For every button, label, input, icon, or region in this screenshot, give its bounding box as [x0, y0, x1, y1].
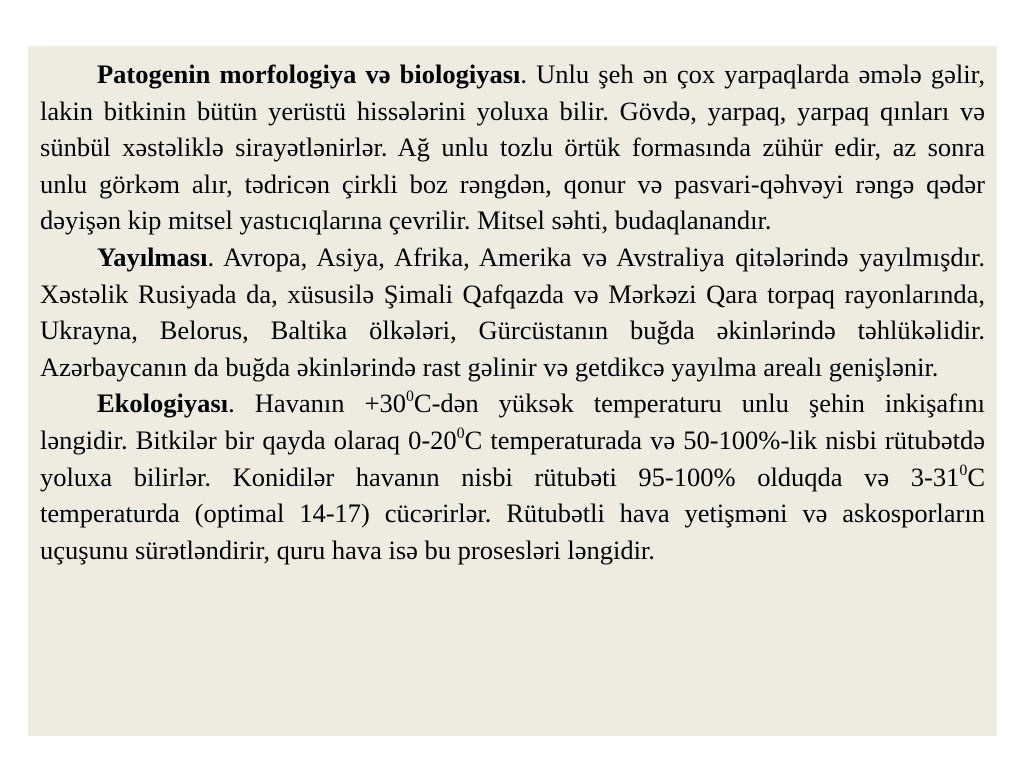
heading-morphology: Patogenin morfologiya və biologiyası: [97, 59, 521, 89]
text-ecology-1: . Havanın +30: [228, 388, 406, 419]
degree-superscript: 0: [959, 461, 968, 479]
paragraph-morphology: [40, 56, 985, 239]
heading-distribution: Yayılması: [97, 241, 208, 272]
paragraph-distribution: [40, 239, 985, 385]
heading-ecology: Ekologiyası: [97, 388, 229, 419]
paragraph-ecology: [40, 385, 985, 568]
text-ecology-4: C temperaturda (optimal 14-17) cücərirlər. Rütubətli hava yetişməni və askosporların uçuşunu sürətləndirir, quru hava isə bu prosesləri ləngidir.: [40, 461, 985, 565]
degree-superscript: 0: [456, 424, 465, 442]
text-panel: [28, 46, 997, 736]
text-distribution: . Avropa, Asiya, Afrika, Amerika və Avstraliya qitələrində yayılmışdır. Xəstəlik Rusiyada da, xüsusilə Şimali Qafqazda və Mərkəzi Qara torpaq rayonlarında, Ukrayna, Belorus, Baltika ölkələri, Gürcüstanın buğda əkinlərində təhlükəlidir. Azərbaycanın da buğda əkinlərində rast gəlinir və getdikcə yayılma arealı genişlənir.: [40, 241, 985, 382]
degree-superscript: 0: [405, 388, 414, 406]
text-ecology-2: C-dən yüksək temperaturu unlu şehin inkişafını ləngidir. Bitkilər bir qayda olaraq 0-20: [40, 388, 985, 455]
text-ecology-3: C temperaturada və 50-100%-lik nisbi rütubətdə yoluxa bilirlər. Konidilər havanın nisbi rütubəti 95-100% olduqda və 3-31: [40, 424, 986, 492]
text-morphology: . Unlu şeh ən çox yarpaqlarda əmələ gəlir, lakin bitkinin bütün yerüstü hissələrini yoluxa bilir. Gövdə, yarpaq, yarpaq qınları və sünbül xəstəliklə sirayətlənirlər. Ağ unlu tozlu örtük formasında zühür edir, az sonra unlu görkəm alır, tədricən çirkli boz rəngdən, qonur və pasvari-qəhvəyi rəngə qədər dəyişən kip mitsel yastıcıqlarına çevrilir. Mitsel səhti, budaqlanandır.: [40, 59, 985, 236]
